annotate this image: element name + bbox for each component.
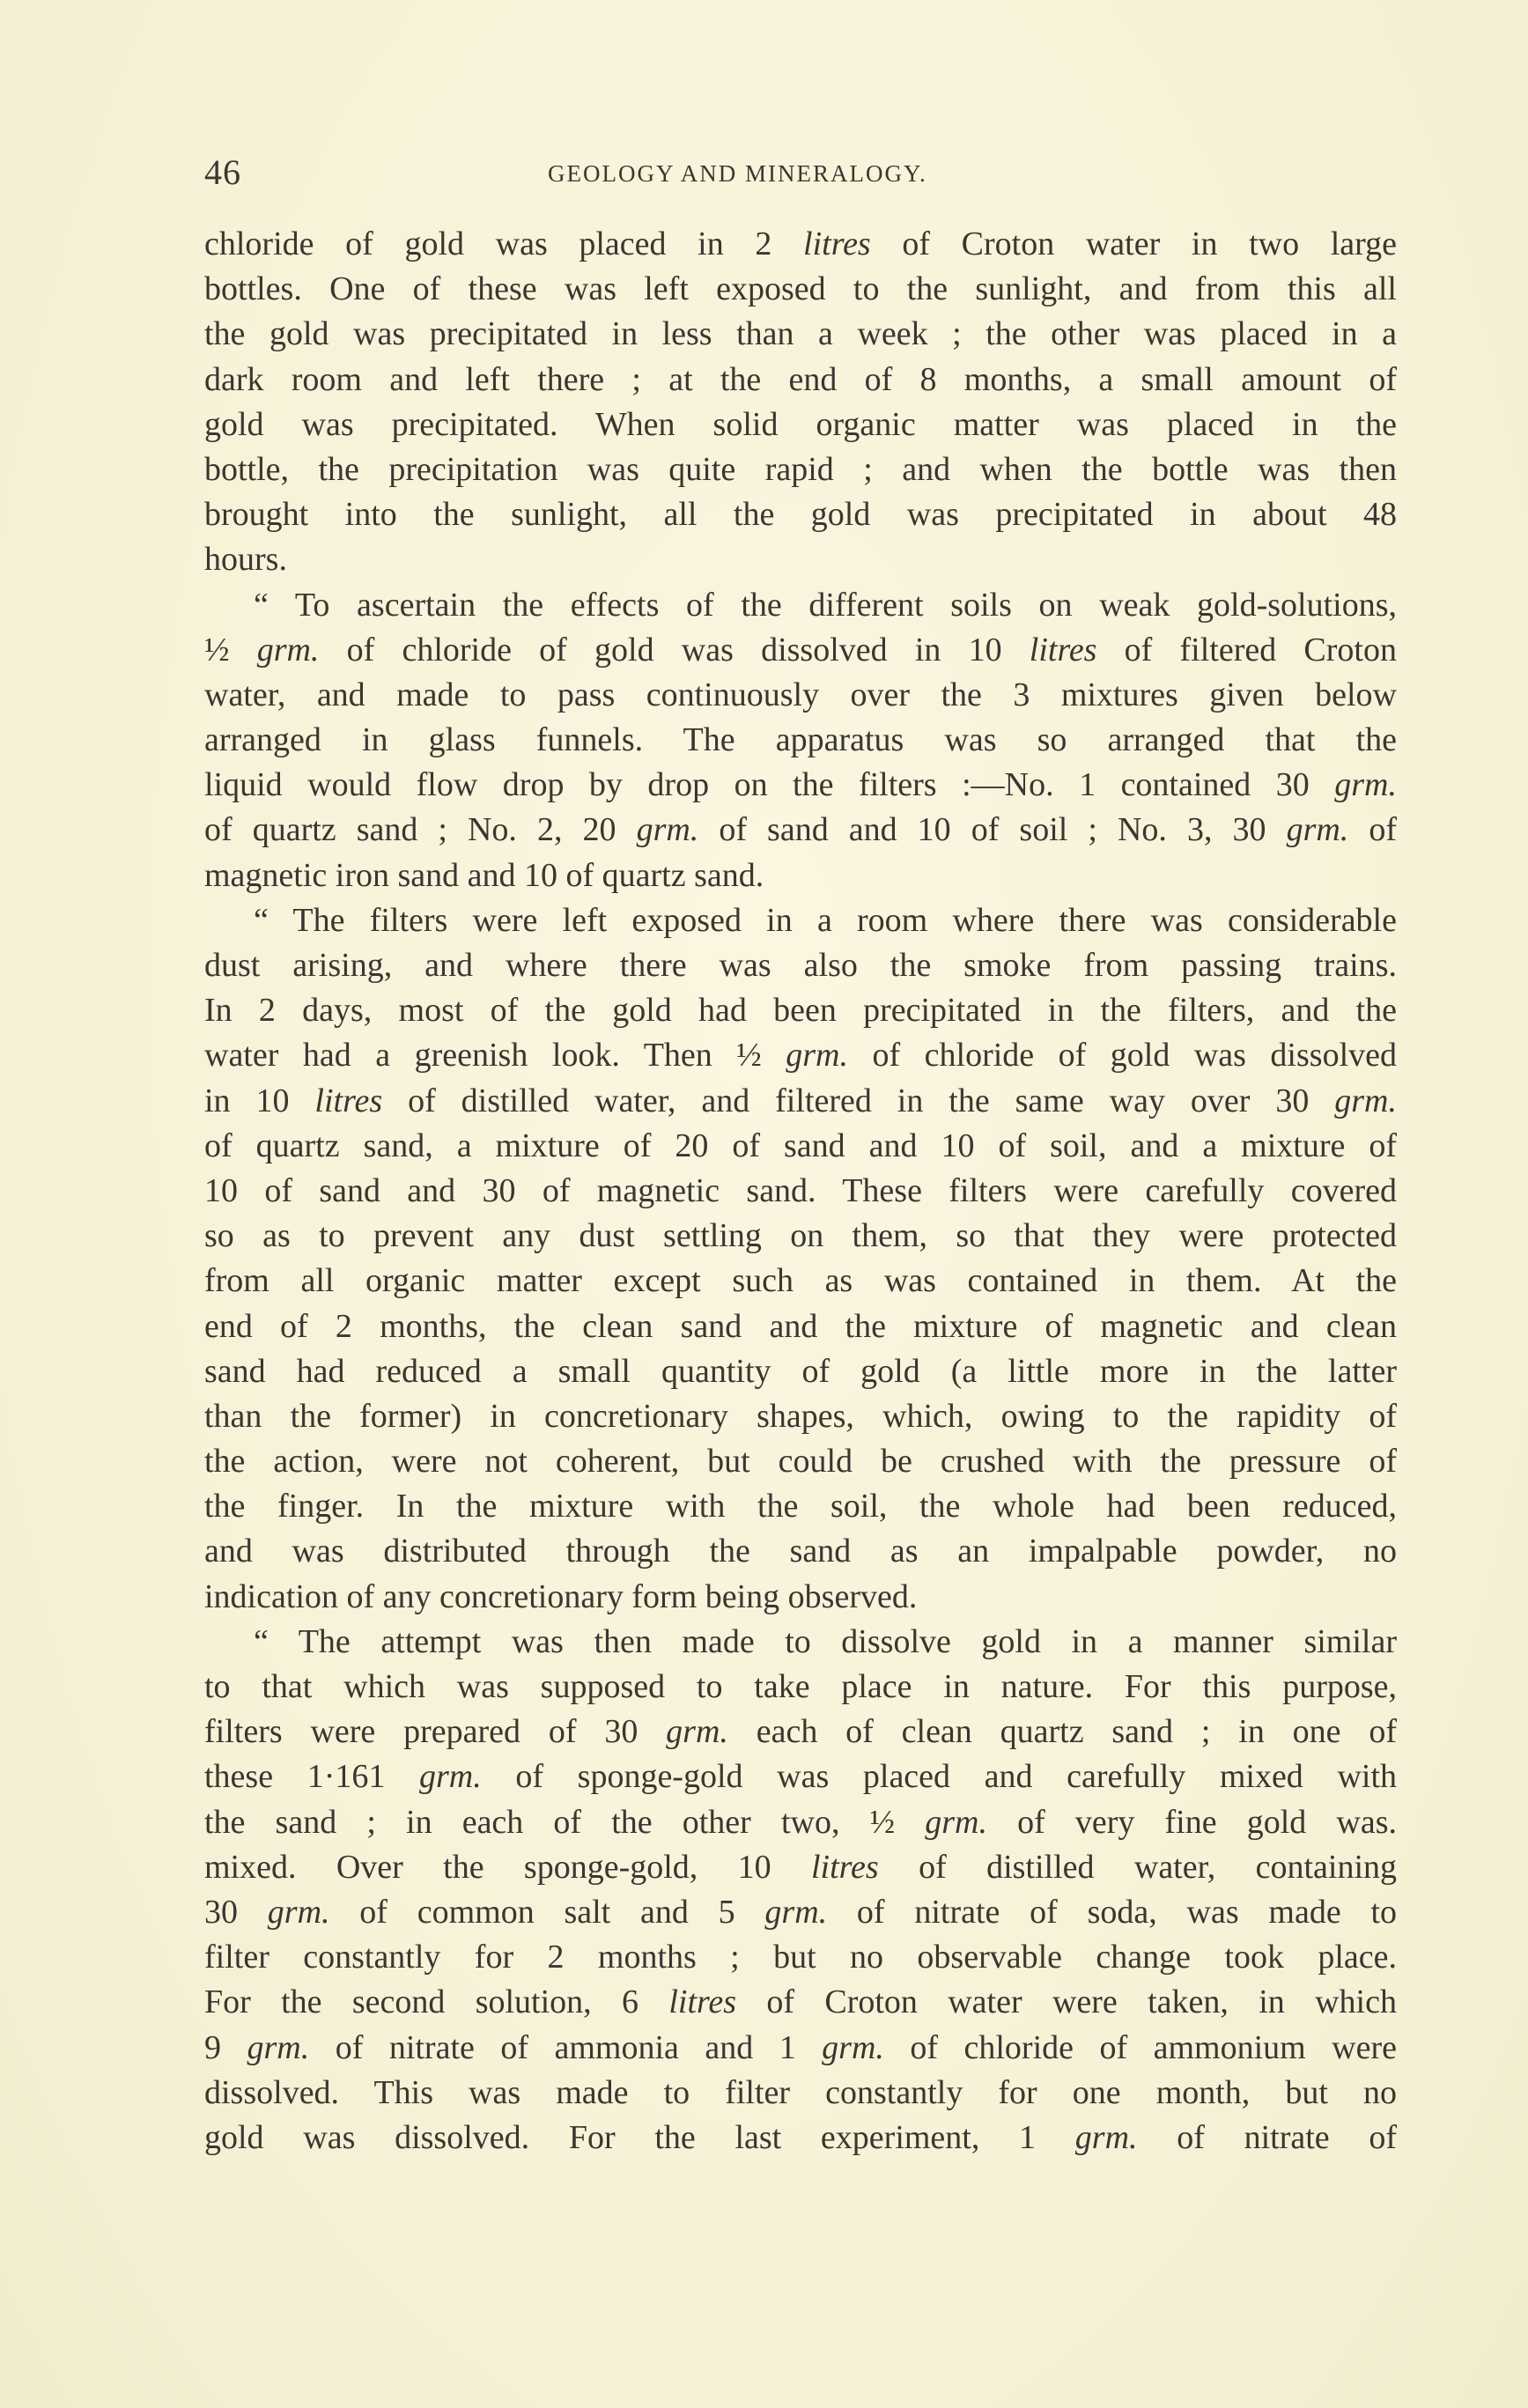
text-line: to that which was supposed to take place in nature. For this purpose, <box>204 1668 1397 1705</box>
text-line: of quartz sand ; No. 2, 20 grm. of sand and 10 of soil ; No. 3, 30 grm. of <box>204 811 1397 849</box>
text-line: so as to prevent any dust settling on them, so that they were protected <box>204 1217 1397 1255</box>
text-line: filters were prepared of 30 grm. each of clean quartz sand ; in one of <box>204 1713 1397 1751</box>
body-text <box>204 222 1397 2161</box>
text-line: “ The filters were left exposed in a room where there was considerable <box>254 901 1397 939</box>
paragraph <box>204 222 1397 583</box>
text-line: water, and made to pass continuously over the 3 mixtures given below <box>204 676 1397 713</box>
paragraph <box>204 898 1397 1620</box>
text-line: filter constantly for 2 months ; but no observable change took place. <box>204 1939 1397 1976</box>
book-page <box>204 151 1397 2161</box>
text-line: bottle, the precipitation was quite rapid ; and when the bottle was then <box>204 450 1397 488</box>
running-head <box>204 151 1397 204</box>
running-title: GEOLOGY AND MINERALOGY. <box>548 160 927 187</box>
text-line: dissolved. This was made to filter constantly for one month, but no <box>204 2073 1397 2111</box>
text-line: of quartz sand, a mixture of 20 of sand and 10 of soil, and a mixture of <box>204 1126 1397 1164</box>
text-line: sand had reduced a small quantity of gold (a little more in the latter <box>204 1352 1397 1390</box>
text-line: water had a greenish look. Then ½ grm. of chloride of gold was dissolved <box>204 1037 1397 1075</box>
text-line: indication of any concretionary form being observed. <box>204 1577 918 1615</box>
text-line: For the second solution, 6 litres of Croton water were taken, in which <box>204 1983 1397 2021</box>
text-line: the finger. In the mixture with the soil, the whole had been reduced, <box>204 1488 1397 1525</box>
text-line: “ To ascertain the effects of the different soils on weak gold-solutions, <box>254 586 1397 624</box>
text-line: mixed. Over the sponge-gold, 10 litres of distilled water, containing <box>204 1848 1397 1886</box>
text-line: chloride of gold was placed in 2 litres of Croton water in two large <box>204 225 1397 262</box>
text-line: 9 grm. of nitrate of ammonia and 1 grm. of chloride of ammonium were <box>204 2028 1398 2066</box>
text-line: from all organic matter except such as was contained in them. At the <box>204 1262 1397 1300</box>
text-line: and was distributed through the sand as an impalpable powder, no <box>204 1533 1397 1570</box>
text-line: dust arising, and where there was also the smoke from passing trains. <box>204 947 1397 984</box>
text-line: in 10 litres of distilled water, and filtered in the same way over 30 grm. <box>204 1082 1397 1119</box>
text-line: In 2 days, most of the gold had been precipitated in the filters, and the <box>204 992 1397 1030</box>
text-line: the sand ; in each of the other two, ½ grm. of very fine gold was. <box>204 1803 1397 1841</box>
text-line: arranged in glass funnels. The apparatus was so arranged that the <box>204 721 1397 759</box>
text-line: ½ grm. of chloride of gold was dissolved in 10 litres of filtered Croton <box>204 631 1397 668</box>
text-line: brought into the sunlight, all the gold was precipitated in about 48 <box>204 496 1397 534</box>
text-line: the action, were not coherent, but could be crushed with the pressure of <box>204 1443 1397 1481</box>
text-line: 10 of sand and 30 of magnetic sand. These filters were carefully covered <box>204 1171 1397 1209</box>
paragraph <box>204 1620 1397 2161</box>
text-line: magnetic iron sand and 10 of quartz sand. <box>204 856 764 894</box>
text-line: dark room and left there ; at the end of 8 months, a small amount of <box>204 360 1397 398</box>
text-line: the gold was precipitated in less than a week ; the other was placed in a <box>204 315 1397 353</box>
text-line: 30 grm. of common salt and 5 grm. of nitrate of soda, was made to <box>204 1893 1398 1931</box>
text-line: than the former) in concretionary shapes, which, owing to the rapidity of <box>204 1397 1397 1435</box>
text-line: these 1·161 grm. of sponge-gold was placed and carefully mixed with <box>204 1758 1397 1796</box>
text-line: bottles. One of these was left exposed to the sunlight, and from this all <box>204 270 1397 308</box>
text-line: “ The attempt was then made to dissolve gold in a manner similar <box>254 1622 1397 1660</box>
text-line: end of 2 months, the clean sand and the mixture of magnetic and clean <box>204 1307 1397 1345</box>
page-number: 46 <box>204 152 241 192</box>
paragraph <box>204 583 1397 898</box>
text-line: gold was dissolved. For the last experiment, 1 grm. of nitrate of <box>204 2118 1398 2156</box>
text-line: liquid would flow drop by drop on the filters :—No. 1 contained 30 grm. <box>204 766 1397 804</box>
text-line: hours. <box>204 541 287 579</box>
text-line: gold was precipitated. When solid organic matter was placed in the <box>204 405 1397 443</box>
